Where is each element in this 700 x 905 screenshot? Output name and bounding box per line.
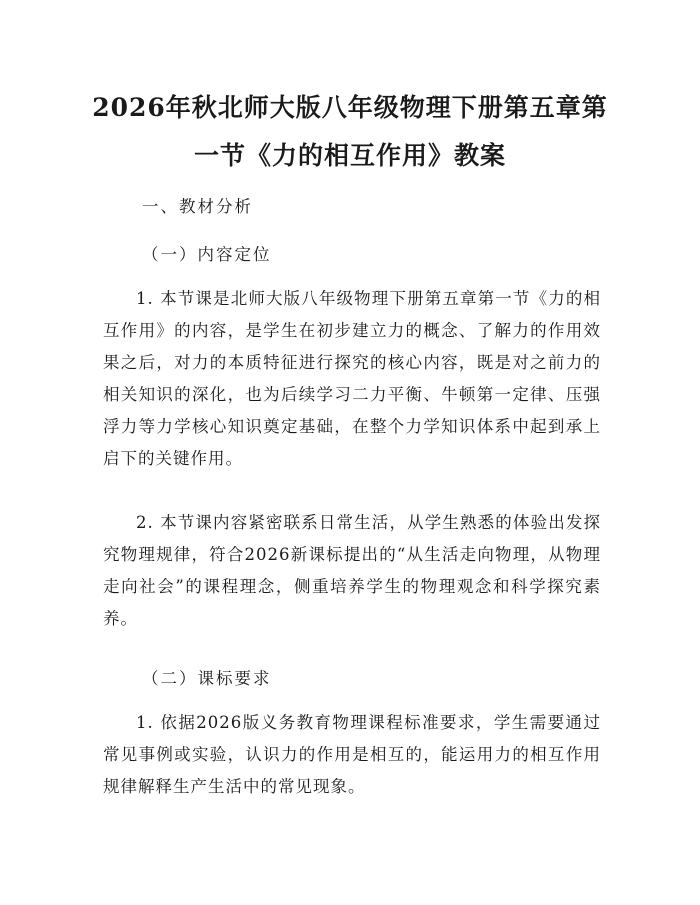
section-heading-textbook-analysis: 一、教材分析: [142, 197, 253, 216]
subsection-heading-curriculum-requirements: （二）课标要求: [142, 669, 272, 688]
paragraph-content-positioning-2: 2. 本节课内容紧密联系日常生活，从学生熟悉的体验出发探究物理规律，符合2026新课标提出的“从生活走向物理，从物理走向社会”的课程理念，侧重培养学生的物理观念和科学探究素养。: [103, 513, 601, 628]
paragraph-content-positioning-1: 1. 本节课是北师大版八年级物理下册第五章第一节《力的相互作用》的内容，是学生在初步建立力的概念、了解力的作用效果之后，对力的本质特征进行探究的核心内容，既是对之前力的相关知识的深化，也为后续学习二力平衡、牛顿第一定律、压强浮力等力学核心知识奠定基础，在整个力学知识体系中起到承上启下的关键作用。: [103, 289, 601, 468]
paragraph-curriculum-requirements-1: 1. 依据2026版义务教育物理课程标准要求，学生需要通过常见事例或实验，认识力的作用是相互的，能运用力的相互作用规律解释生产生活中的常见现象。: [103, 713, 601, 796]
document-title-line-2: 一节《力的相互作用》教案: [193, 141, 506, 170]
document-title-line-1: 2026年秋北师大版八年级物理下册第五章第: [92, 93, 608, 122]
subsection-heading-content-positioning: （一）内容定位: [142, 245, 272, 264]
